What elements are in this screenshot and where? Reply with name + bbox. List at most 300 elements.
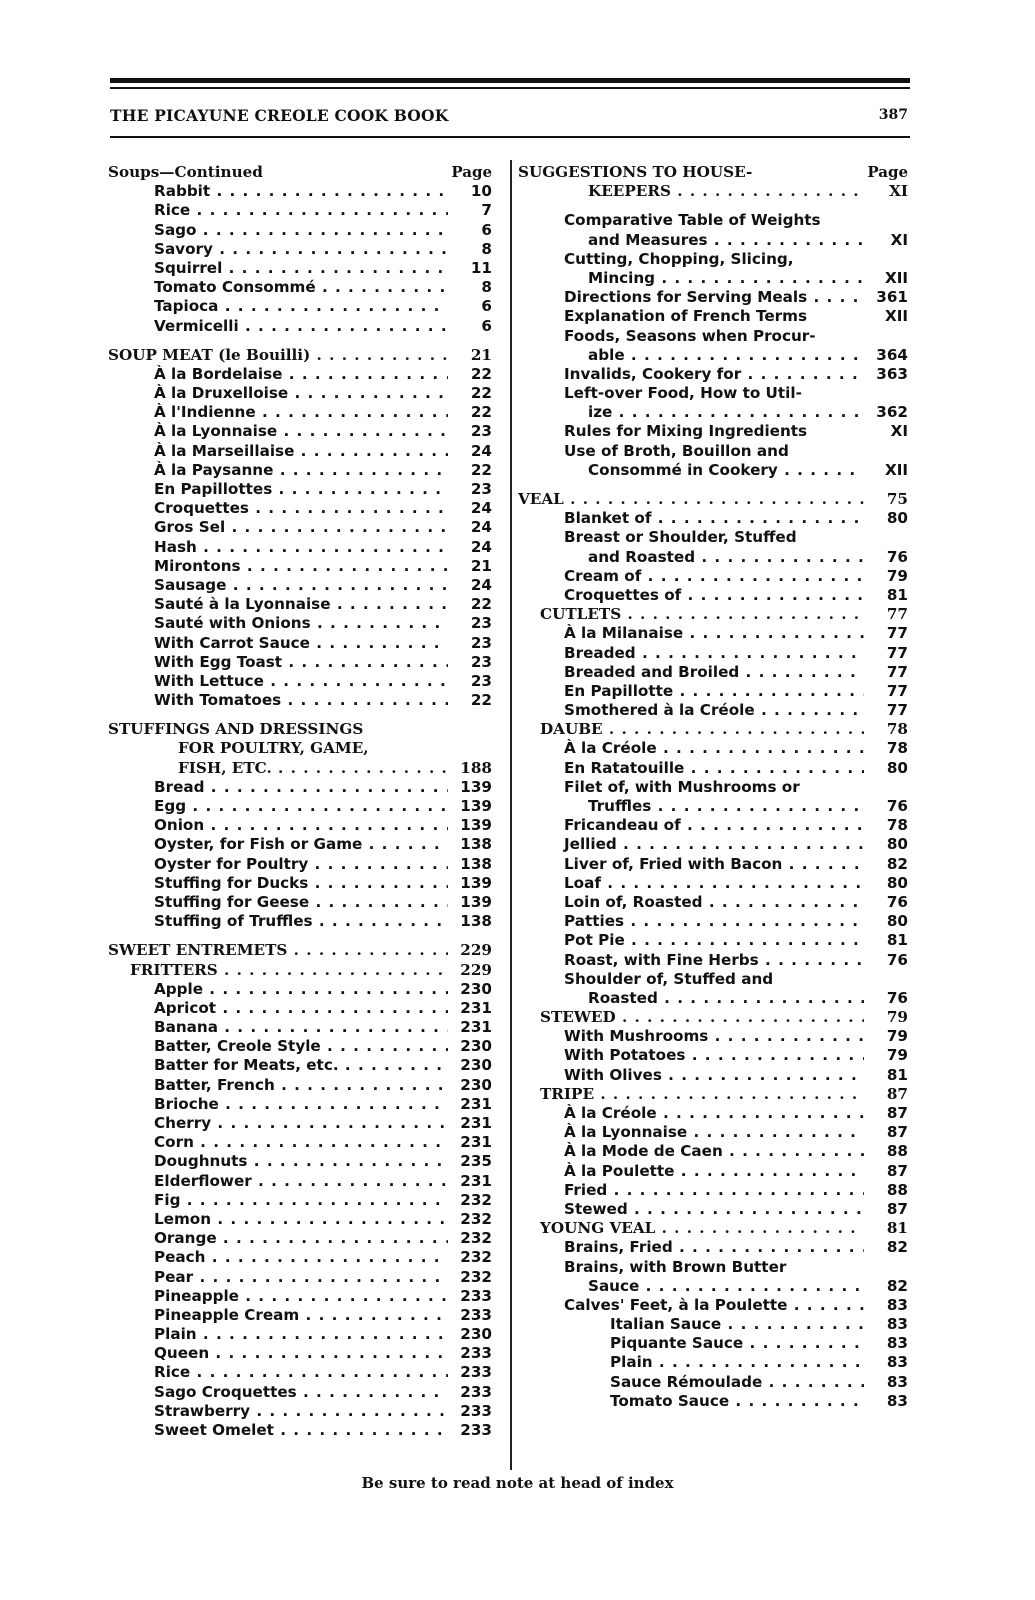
index-entry: [108, 1133, 492, 1152]
entry-page: 229: [448, 941, 492, 960]
entry-text: With Egg Toast . . .: [108, 653, 448, 672]
index-entry: [518, 931, 908, 950]
entry-text: Breaded and Broiled . . .: [518, 663, 864, 682]
entry-page: 81: [864, 1219, 908, 1238]
index-entry: [108, 538, 492, 557]
index-entry: [108, 835, 492, 854]
index-entry: [518, 1046, 908, 1065]
entry-page: 81: [864, 586, 908, 605]
entry-page: 24: [448, 518, 492, 537]
entry-page: 139: [448, 874, 492, 893]
entry-page: 231: [448, 999, 492, 1018]
entry-text: STUFFINGS AND DRESSINGS: [108, 720, 364, 739]
entry-page: 83: [864, 1353, 908, 1372]
entry-page: 188: [448, 759, 492, 778]
entry-text: With Carrot Sauce . . .: [108, 634, 448, 653]
index-entry: [518, 327, 908, 346]
entry-text: Brioche . . .: [108, 1095, 448, 1114]
index-entry: [108, 221, 492, 240]
entry-text: En Papillottes . . .: [108, 480, 448, 499]
entry-text: With Olives . . .: [518, 1066, 864, 1085]
index-entry-list: [108, 163, 492, 1440]
index-entry: [518, 1334, 908, 1353]
entry-text: YOUNG VEAL . . .: [518, 1219, 864, 1238]
entry-page: 22: [448, 365, 492, 384]
index-entry: [518, 1066, 908, 1085]
index-entry: [108, 576, 492, 595]
entry-page: 233: [448, 1306, 492, 1325]
entry-text: With Tomatoes . . .: [108, 691, 448, 710]
index-entry: [108, 499, 492, 518]
entry-page: 75: [864, 490, 908, 509]
entry-page: 6: [448, 221, 492, 240]
entry-page: 11: [448, 259, 492, 278]
entry-page: 87: [864, 1123, 908, 1142]
running-header-title: THE PICAYUNE CREOLE COOK BOOK: [110, 106, 449, 125]
entry-text: Croquettes . . .: [108, 499, 448, 518]
index-entry: [518, 1353, 908, 1372]
entry-text: With Mushrooms . . .: [518, 1027, 864, 1046]
index-entry: [518, 288, 908, 307]
entry-text: Sauce Rémoulade . . .: [518, 1373, 864, 1392]
index-entry: [108, 403, 492, 422]
entry-text: KEEPERS . . .: [518, 182, 864, 201]
entry-text: and Measures . . .: [518, 231, 864, 250]
entry-text: TRIPE . . .: [518, 1085, 864, 1104]
entry-page: 232: [448, 1191, 492, 1210]
index-entry: [518, 816, 908, 835]
index-entry: [518, 567, 908, 586]
entry-text: Fig . . .: [108, 1191, 448, 1210]
index-entry: [108, 1191, 492, 1210]
index-entry: [108, 691, 492, 710]
entry-text: Breast or Shoulder, Stuffed: [564, 528, 797, 547]
entry-text: Calves' Feet, à la Poulette . . .: [518, 1296, 864, 1315]
entry-page: 88: [864, 1181, 908, 1200]
entry-text: Loin of, Roasted . . .: [518, 893, 864, 912]
index-entry: [108, 1287, 492, 1306]
entry-text: À la Lyonnaise . . .: [108, 422, 448, 441]
entry-text: Elderflower . . .: [108, 1172, 448, 1191]
entry-text: Savory . . .: [108, 240, 448, 259]
entry-page: 139: [448, 893, 492, 912]
entry-page: 79: [864, 1008, 908, 1027]
index-entry: [518, 1392, 908, 1411]
entry-text: Batter, Creole Style . . .: [108, 1037, 448, 1056]
index-entry: [518, 874, 908, 893]
entry-text: À la Créole . . .: [518, 1104, 864, 1123]
entry-text: Cream of . . .: [518, 567, 864, 586]
entry-page: 10: [448, 182, 492, 201]
section-gap: [108, 336, 492, 346]
index-entry: [108, 1152, 492, 1171]
entry-text: À l'Indienne . . .: [108, 403, 448, 422]
entry-text: Plain . . .: [518, 1353, 864, 1372]
entry-page: 76: [864, 548, 908, 567]
index-entry: [108, 317, 492, 336]
entry-text: Apricot . . .: [108, 999, 448, 1018]
entry-page: 79: [864, 567, 908, 586]
index-entry: [108, 297, 492, 316]
index-entry: [518, 384, 908, 403]
page-column-label: Page: [451, 163, 492, 181]
entry-text: À la Mode de Caen . . .: [518, 1142, 864, 1161]
entry-page: 24: [448, 538, 492, 557]
entry-text: FOR POULTRY, GAME,: [178, 739, 369, 758]
entry-text: Queen . . .: [108, 1344, 448, 1363]
index-entry: [518, 624, 908, 643]
index-heading: [518, 605, 908, 624]
index-entry: [108, 1363, 492, 1382]
entry-page: 6: [448, 297, 492, 316]
entry-page: 230: [448, 1325, 492, 1344]
index-entry: [108, 634, 492, 653]
index-entry: [108, 1325, 492, 1344]
index-entry: [108, 614, 492, 633]
entry-text: Soups—Continued: [108, 163, 263, 181]
entry-text: Strawberry . . .: [108, 1402, 448, 1421]
entry-text: Breaded . . .: [518, 644, 864, 663]
index-entry: [518, 269, 908, 288]
entry-text: Roast, with Fine Herbs . . .: [518, 951, 864, 970]
index-entry: [108, 855, 492, 874]
entry-page: 24: [448, 576, 492, 595]
entry-page: 87: [864, 1200, 908, 1219]
entry-page: 8: [448, 240, 492, 259]
entry-text: Lemon . . .: [108, 1210, 448, 1229]
entry-page: 82: [864, 1277, 908, 1296]
entry-page: 83: [864, 1373, 908, 1392]
entry-page: 76: [864, 797, 908, 816]
entry-page: 232: [448, 1268, 492, 1287]
entry-text: Batter, French . . .: [108, 1076, 448, 1095]
entry-text: Cherry . . .: [108, 1114, 448, 1133]
entry-text: Consommé in Cookery . . .: [518, 461, 864, 480]
index-entry: [108, 595, 492, 614]
entry-page: 138: [448, 912, 492, 931]
entry-page: 81: [864, 931, 908, 950]
entry-page: 87: [864, 1104, 908, 1123]
index-entry: [108, 1268, 492, 1287]
entry-text: Pineapple Cream . . .: [108, 1306, 448, 1325]
index-entry: [108, 1383, 492, 1402]
entry-text: Blanket of . . .: [518, 509, 864, 528]
entry-text: Tomato Consommé . . .: [108, 278, 448, 297]
entry-page: 87: [864, 1162, 908, 1181]
index-entry: [518, 1296, 908, 1315]
index-entry: [518, 663, 908, 682]
index-entry: [518, 1142, 908, 1161]
index-entry: [108, 672, 492, 691]
section-gap: [518, 480, 908, 490]
entry-text: Mirontons . . .: [108, 557, 448, 576]
entry-text: Brains, Fried . . .: [518, 1238, 864, 1257]
entry-page: 233: [448, 1421, 492, 1440]
entry-text: Directions for Serving Meals . . .: [518, 288, 864, 307]
entry-text: Orange . . .: [108, 1229, 448, 1248]
entry-page: 76: [864, 893, 908, 912]
entry-text: Invalids, Cookery for . . .: [518, 365, 864, 384]
entry-text: FISH, ETC. . . .: [108, 759, 448, 778]
entry-page: 76: [864, 951, 908, 970]
entry-text: CUTLETS . . .: [518, 605, 864, 624]
entry-page: 23: [448, 614, 492, 633]
entry-text: Italian Sauce . . .: [518, 1315, 864, 1334]
entry-text: Oyster for Poultry . . .: [108, 855, 448, 874]
entry-page: 231: [448, 1133, 492, 1152]
entry-text: Fricandeau of . . .: [518, 816, 864, 835]
entry-page: 23: [448, 634, 492, 653]
header-rule: [110, 136, 910, 138]
index-entry: [108, 1056, 492, 1075]
entry-page: 77: [864, 701, 908, 720]
page-column-label: Page: [867, 163, 908, 181]
entry-text: Bread . . .: [108, 778, 448, 797]
index-entry: [108, 653, 492, 672]
entry-page: 78: [864, 720, 908, 739]
index-entry: [518, 422, 908, 441]
index-heading: [108, 163, 492, 182]
entry-page: XII: [864, 269, 908, 288]
index-entry: [518, 1104, 908, 1123]
index-entry: [518, 1277, 908, 1296]
entry-page: 88: [864, 1142, 908, 1161]
entry-text: Sago Croquettes . . .: [108, 1383, 448, 1402]
index-entry: [108, 816, 492, 835]
index-entry: [108, 1114, 492, 1133]
index-entry: [518, 1238, 908, 1257]
entry-text: Use of Broth, Bouillon and: [564, 441, 789, 460]
entry-text: Patties . . .: [518, 912, 864, 931]
entry-page: 22: [448, 384, 492, 403]
section-gap: [518, 201, 908, 211]
entry-text: Jellied . . .: [518, 835, 864, 854]
entry-page: 23: [448, 480, 492, 499]
entry-page: XII: [864, 461, 908, 480]
entry-text: DAUBE . . .: [518, 720, 864, 739]
index-entry: [518, 211, 908, 230]
entry-page: 83: [864, 1392, 908, 1411]
index-entry-list: [518, 163, 908, 1411]
index-entry: [518, 1162, 908, 1181]
entry-text: Croquettes of . . .: [518, 586, 864, 605]
entry-text: Gros Sel . . .: [108, 518, 448, 537]
index-entry: [518, 682, 908, 701]
index-entry: [108, 1229, 492, 1248]
index-entry: [108, 912, 492, 931]
entry-text: Sweet Omelet . . .: [108, 1421, 448, 1440]
entry-page: 87: [864, 1085, 908, 1104]
entry-page: 80: [864, 509, 908, 528]
entry-page: 230: [448, 1037, 492, 1056]
entry-page: 231: [448, 1095, 492, 1114]
entry-page: 231: [448, 1172, 492, 1191]
index-entry: [518, 250, 908, 269]
entry-text: Shoulder of, Stuffed and: [564, 969, 774, 988]
entry-page: 21: [448, 346, 492, 365]
index-entry: [108, 201, 492, 220]
index-entry: [518, 989, 908, 1008]
entry-page: 23: [448, 653, 492, 672]
entry-text: Loaf . . .: [518, 874, 864, 893]
entry-page: 363: [864, 365, 908, 384]
column-divider: [510, 160, 512, 1470]
entry-text: Hash . . .: [108, 538, 448, 557]
index-entry: [518, 307, 908, 326]
top-rule-thin: [110, 87, 910, 89]
entry-text: With Potatoes . . .: [518, 1046, 864, 1065]
index-entry: [108, 422, 492, 441]
entry-text: and Roasted . . .: [518, 548, 864, 567]
entry-text: À la Marseillaise . . .: [108, 442, 448, 461]
index-heading: [518, 720, 908, 739]
entry-page: 80: [864, 759, 908, 778]
entry-text: Corn . . .: [108, 1133, 448, 1152]
entry-page: 7: [448, 201, 492, 220]
index-entry: [108, 1210, 492, 1229]
entry-page: XI: [864, 422, 908, 441]
index-entry: [518, 970, 908, 989]
entry-text: Batter for Meats, etc. . . .: [108, 1056, 448, 1075]
entry-text: Brains, with Brown Butter: [564, 1257, 787, 1276]
entry-page: 231: [448, 1114, 492, 1133]
entry-page: 80: [864, 912, 908, 931]
entry-page: 139: [448, 816, 492, 835]
index-entry: [108, 1402, 492, 1421]
entry-text: Foods, Seasons when Procur-: [564, 326, 816, 345]
index-entry: [518, 1123, 908, 1142]
index-entry: [518, 1027, 908, 1046]
index-entry: [518, 528, 908, 547]
index-heading: [108, 720, 492, 739]
entry-text: VEAL . . .: [518, 490, 864, 509]
index-heading: [518, 1085, 908, 1104]
entry-page: 79: [864, 1046, 908, 1065]
index-entry: [108, 874, 492, 893]
index-entry: [518, 1200, 908, 1219]
entry-page: 83: [864, 1334, 908, 1353]
index-entry: [108, 480, 492, 499]
index-entry: [108, 980, 492, 999]
entry-text: able . . .: [518, 346, 864, 365]
entry-text: Doughnuts . . .: [108, 1152, 448, 1171]
entry-text: En Ratatouille . . .: [518, 759, 864, 778]
index-entry: [518, 701, 908, 720]
entry-page: 230: [448, 1056, 492, 1075]
entry-page: 23: [448, 672, 492, 691]
entry-text: Stuffing for Geese . . .: [108, 893, 448, 912]
index-entry: [108, 1344, 492, 1363]
index-entry: [108, 1076, 492, 1095]
entry-page: 232: [448, 1210, 492, 1229]
entry-text: With Lettuce . . .: [108, 672, 448, 691]
entry-page: 138: [448, 835, 492, 854]
entry-page: 230: [448, 1076, 492, 1095]
entry-page: 235: [448, 1152, 492, 1171]
index-heading: [518, 1219, 908, 1238]
entry-page: 82: [864, 1238, 908, 1257]
section-gap: [108, 710, 492, 720]
entry-text: À la Druxelloise . . .: [108, 384, 448, 403]
entry-text: Tomato Sauce . . .: [518, 1392, 864, 1411]
index-entry: [518, 759, 908, 778]
index-entry: [518, 778, 908, 797]
entry-text: À la Paysanne . . .: [108, 461, 448, 480]
entry-page: 78: [864, 816, 908, 835]
index-entry: [518, 739, 908, 758]
entry-page: 78: [864, 739, 908, 758]
entry-page: 233: [448, 1287, 492, 1306]
entry-text: Fried . . .: [518, 1181, 864, 1200]
index-entry: [518, 509, 908, 528]
entry-text: Sauté à la Lyonnaise . . .: [108, 595, 448, 614]
entry-page: 81: [864, 1066, 908, 1085]
entry-text: SOUP MEAT (le Bouilli) . . .: [108, 346, 448, 365]
entry-page: 22: [448, 595, 492, 614]
entry-text: Plain . . .: [108, 1325, 448, 1344]
index-entry: [108, 518, 492, 537]
entry-text: Stuffing of Truffles . . .: [108, 912, 448, 931]
entry-page: 76: [864, 989, 908, 1008]
entry-text: En Papillotte . . .: [518, 682, 864, 701]
section-gap: [108, 931, 492, 941]
entry-page: 22: [448, 403, 492, 422]
entry-text: À la Lyonnaise . . .: [518, 1123, 864, 1142]
entry-text: Rice . . .: [108, 201, 448, 220]
index-entry: [518, 548, 908, 567]
entry-page: 83: [864, 1315, 908, 1334]
entry-page: 24: [448, 499, 492, 518]
entry-page: 231: [448, 1018, 492, 1037]
entry-page: 139: [448, 797, 492, 816]
entry-text: Roasted . . .: [518, 989, 864, 1008]
index-entry: [518, 893, 908, 912]
index-heading: [108, 759, 492, 778]
entry-page: 230: [448, 980, 492, 999]
index-entry: [108, 1095, 492, 1114]
entry-text: À la Créole . . .: [518, 739, 864, 758]
footer-note: Be sure to read note at head of index: [361, 1474, 674, 1492]
entry-text: Vermicelli . . .: [108, 317, 448, 336]
entry-text: FRITTERS . . .: [108, 961, 448, 980]
index-entry: [518, 403, 908, 422]
entry-text: À la Poulette . . .: [518, 1162, 864, 1181]
entry-text: Liver of, Fried with Bacon . . .: [518, 855, 864, 874]
index-entry: [108, 999, 492, 1018]
entry-page: 80: [864, 835, 908, 854]
entry-page: XI: [864, 182, 908, 201]
entry-text: Sausage . . .: [108, 576, 448, 595]
entry-page: 79: [864, 1027, 908, 1046]
index-entry: [108, 365, 492, 384]
entry-text: Rabbit . . .: [108, 182, 448, 201]
top-rule-thick: [110, 78, 910, 83]
index-entry: [518, 912, 908, 931]
index-entry: [108, 1037, 492, 1056]
entry-page: 22: [448, 691, 492, 710]
entry-page: 21: [448, 557, 492, 576]
entry-text: Pear . . .: [108, 1268, 448, 1287]
index-entry: [518, 586, 908, 605]
index-entry: [518, 1258, 908, 1277]
index-column-left: [108, 163, 492, 1440]
entry-text: SWEET ENTREMETS . . .: [108, 941, 448, 960]
index-entry: [518, 365, 908, 384]
index-entry: [108, 461, 492, 480]
index-entry: [108, 778, 492, 797]
entry-text: Comparative Table of Weights: [564, 211, 821, 230]
entry-text: Mincing . . .: [518, 269, 864, 288]
